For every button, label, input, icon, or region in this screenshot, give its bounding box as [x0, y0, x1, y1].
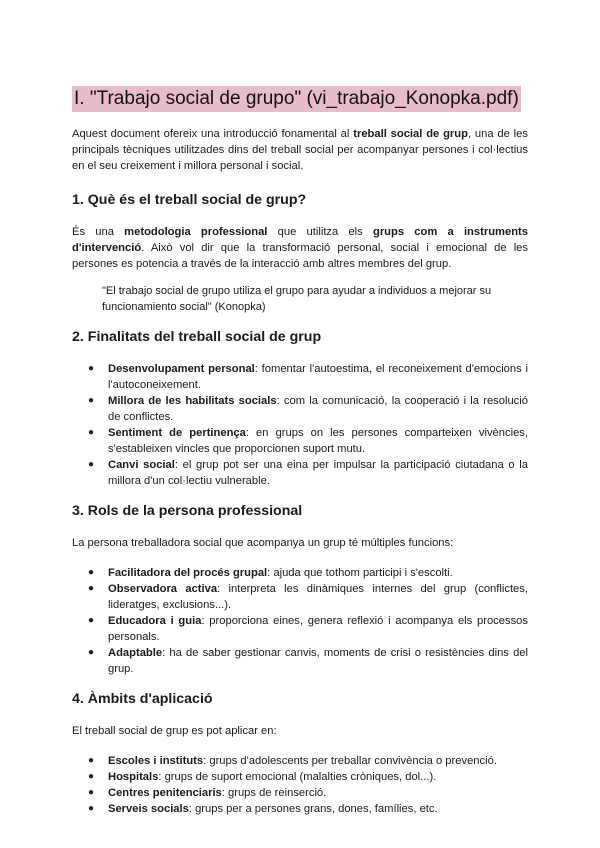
list-item: [88, 769, 528, 785]
section-heading-roles: 3. Rols de la persona professional: [72, 503, 303, 519]
item-text: : fomentar l'autoestima, el reconeixement d'emocions i l'autoconeixement.: [108, 363, 528, 391]
item-term: Canvi social: [108, 459, 175, 471]
list-item: [88, 457, 529, 489]
item-text: : proporciona eines, genera reflexió i acompanya els processos personals.: [108, 615, 528, 643]
definition-bold-1: metodologia professional: [124, 226, 268, 238]
list-item: [88, 645, 528, 677]
list-item: [88, 613, 528, 645]
definition-text: . Això vol dir que la transformació personal, social i emocional de les persones es potencia a través de la interacció amb altres membres del grup.: [72, 242, 528, 270]
bullet-icon: ●: [88, 363, 95, 374]
list-item: [88, 565, 528, 581]
item-text: : grups de reinserció.: [221, 787, 327, 799]
roles-list: [72, 565, 528, 677]
item-term: Sentiment de pertinença: [108, 427, 246, 439]
item-text: : com la comunicació, la cooperació i la resolució de conflictes.: [108, 395, 528, 423]
item-term: Hospitals: [108, 771, 159, 783]
definition-paragraph: [72, 224, 528, 272]
document-page: [72, 86, 528, 817]
definition-text: que utilitza els: [267, 226, 373, 238]
intro-text: Aquest document ofereix una introducció fonamental al: [72, 128, 354, 140]
item-term: Adaptable: [108, 647, 163, 659]
bullet-icon: ●: [88, 787, 95, 798]
item-term: Escoles i instituts: [108, 755, 204, 767]
item-term: Desenvolupament personal: [108, 363, 255, 375]
list-item: [88, 393, 528, 425]
intro-paragraph: [72, 126, 528, 174]
bullet-icon: ●: [88, 647, 95, 658]
item-term: Educadora i guia: [108, 615, 202, 627]
item-text: : interpreta les dinàmiques internes del grup (conflictes, lideratges, exclusions...).: [108, 583, 528, 611]
list-item: [88, 801, 528, 817]
list-item: [88, 581, 528, 613]
bullet-icon: ●: [88, 427, 95, 438]
list-item: [88, 361, 528, 393]
bullet-icon: ●: [88, 615, 95, 626]
bullet-icon: ●: [88, 583, 95, 594]
bullet-icon: ●: [88, 803, 95, 814]
item-text: : grups de suport emocional (malalties cròniques, dol...).: [158, 771, 437, 783]
scope-list: [72, 753, 528, 817]
bullet-icon: ●: [88, 771, 95, 782]
section-heading-scope: 4. Àmbits d'aplicació: [72, 691, 213, 707]
definition-bold-2: grups com a instruments d'intervenció: [72, 226, 528, 254]
item-text: : ajuda que tothom participi i s'escolti.: [267, 567, 453, 579]
item-text: : grups d'adolescents per treballar convivència o prevenció.: [203, 755, 497, 767]
konopka-quote: "El trabajo social de grupo utiliza el grupo para ayudar a individuos a mejorar su funcionamiento social" (Konopka): [102, 285, 492, 313]
bullet-icon: ●: [88, 755, 95, 766]
document-title: I. "Trabajo social de grupo" (vi_trabajo_Konopka.pdf): [72, 86, 521, 112]
bullet-icon: ●: [88, 459, 95, 470]
item-text: : ha de saber gestionar canvis, moments de crisi o resistències dins del grup.: [108, 647, 528, 675]
scope-lead: El treball social de grup es pot aplicar en:: [72, 725, 277, 737]
definition-text: És una: [72, 226, 125, 238]
item-text: : grups per a persones grans, dones, famílies, etc.: [188, 803, 438, 815]
list-item: [88, 753, 528, 769]
intro-bold-term: treball social de grup: [353, 128, 468, 140]
bullet-icon: ●: [88, 395, 95, 406]
item-text: : el grup pot ser una eina per impulsar la participació ciutadana o la millora d'un col·lectiu vulnerable.: [108, 459, 529, 487]
item-term: Millora de les habilitats socials: [108, 395, 277, 407]
list-item: [88, 425, 528, 457]
goals-list: [72, 361, 528, 489]
list-item: [88, 785, 528, 801]
section-heading-goals: 2. Finalitats del treball social de grup: [72, 329, 322, 345]
roles-lead: La persona treballadora social que acompanya un grup té múltiples funcions:: [72, 537, 454, 549]
item-term: Observadora activa: [108, 583, 218, 595]
item-term: Centres penitenciaris: [108, 787, 222, 799]
bullet-icon: ●: [88, 567, 95, 578]
item-text: : en grups on les persones comparteixen vivències, s'estableixen vincles que proporcionen suport mutu.: [108, 427, 528, 455]
item-term: Facilitadora del procés grupal: [108, 567, 268, 579]
intro-text-end: , una de les principals tècniques utilitzades dins del treball social per acompanyar persones i col·lectius en el seu creixement i millora personal i social.: [72, 128, 528, 172]
item-term: Serveis socials: [108, 803, 189, 815]
section-heading-what-is: 1. Què és el treball social de grup?: [72, 192, 307, 208]
